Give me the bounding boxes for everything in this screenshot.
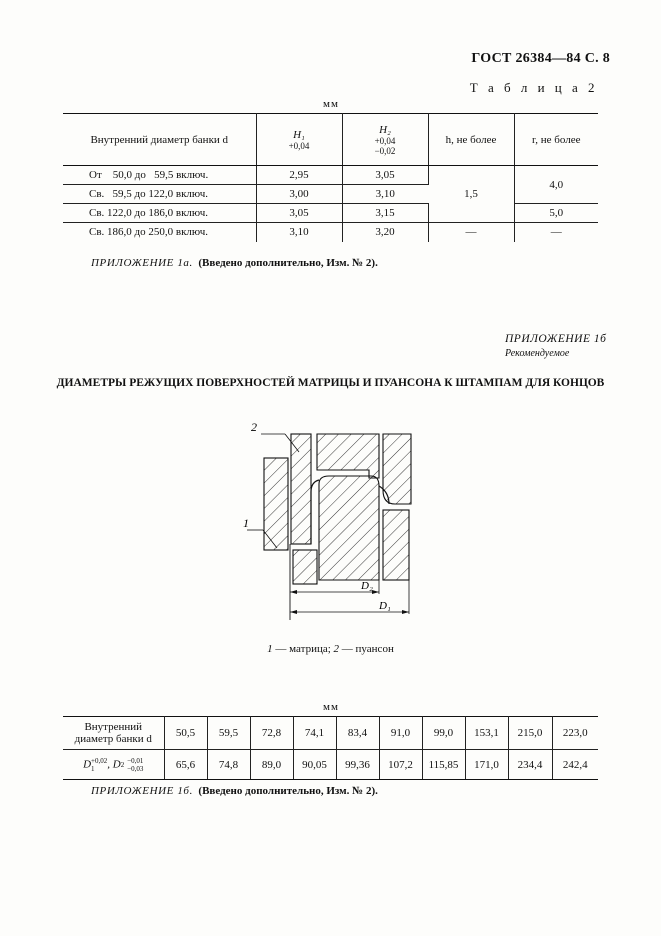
label-1: 1 xyxy=(243,516,249,530)
table-row: Св. 186,0 до 250,0 включ. 3,10 3,20 — — xyxy=(63,223,598,242)
table-row: Внутренний диаметр банки d 50,5 59,5 72,8 74,1 83,4 91,0 99,0 153,1 215,0 223,0 xyxy=(63,717,598,750)
die-drawing xyxy=(233,412,433,620)
label-d1: D₁ xyxy=(379,600,391,612)
label-d2: D₂ xyxy=(361,580,373,592)
unit-label-table1: мм xyxy=(323,98,339,110)
diameters-table xyxy=(63,716,598,780)
header-r: r, не более xyxy=(514,114,598,166)
page-header: ГОСТ 26384—84 С. 8 xyxy=(471,51,610,66)
top-block-shape xyxy=(317,434,379,478)
section-title: ДИАМЕТРЫ РЕЖУЩИХ ПОВЕРХНОСТЕЙ МАТРИЦЫ И ПУАНСОНА К ШТАМПАМ ДЛЯ КОНЦОВ xyxy=(56,377,605,389)
figure-caption: 1 — матрица; 2 — пуансон xyxy=(267,643,394,655)
table-row: Св. 59,5 до 122,0 включ. 3,00 3,10 xyxy=(63,185,598,204)
small-bottom-block-shape xyxy=(293,550,317,584)
table-row: Св. 122,0 до 186,0 включ. 3,05 3,15 5,0 xyxy=(63,204,598,223)
row-label-diameter: Внутренний диаметр банки d xyxy=(63,717,164,750)
appendix-title: ПРИЛОЖЕНИЕ 1б xyxy=(505,333,607,345)
note-appendix-1b: ПРИЛОЖЕНИЕ 1б. (Введено дополнительно, Изм. № 2). xyxy=(91,785,378,797)
appendix-subtitle: Рекомендуемое xyxy=(505,348,570,359)
upper-right-block-shape xyxy=(383,434,411,504)
center-profile-shape xyxy=(319,476,379,580)
punch-shape xyxy=(291,434,311,544)
table-row: От 50,0 до 59,5 включ. 2,95 3,05 1,5 4,0 xyxy=(63,166,598,185)
table-2 xyxy=(63,113,598,242)
note-appendix-1a: ПРИЛОЖЕНИЕ 1а. (Введено дополнительно, Изм. № 2). xyxy=(91,257,378,269)
header-h1: H₁ +0,04 xyxy=(256,114,342,166)
header-h: h, не более xyxy=(428,114,514,166)
table-row: D +0,02 1 , D2 −0,01 −0,03 65,6 74,8 89,0 90,05 99,36 107,2 115,85 171,0 234,4 242,4 xyxy=(63,750,598,780)
row-label-d1-d2: D +0,02 1 , D2 −0,01 −0,03 xyxy=(63,750,164,780)
unit-label-table2: мм xyxy=(323,701,339,713)
label-2: 2 xyxy=(251,420,257,434)
header-diameter: Внутренний диаметр банки d xyxy=(63,114,256,166)
table-caption: Т а б л и ц а 2 xyxy=(469,80,598,95)
header-h2: H₂ +0,04 −0,02 xyxy=(342,114,428,166)
lower-right-block-shape xyxy=(383,510,409,580)
